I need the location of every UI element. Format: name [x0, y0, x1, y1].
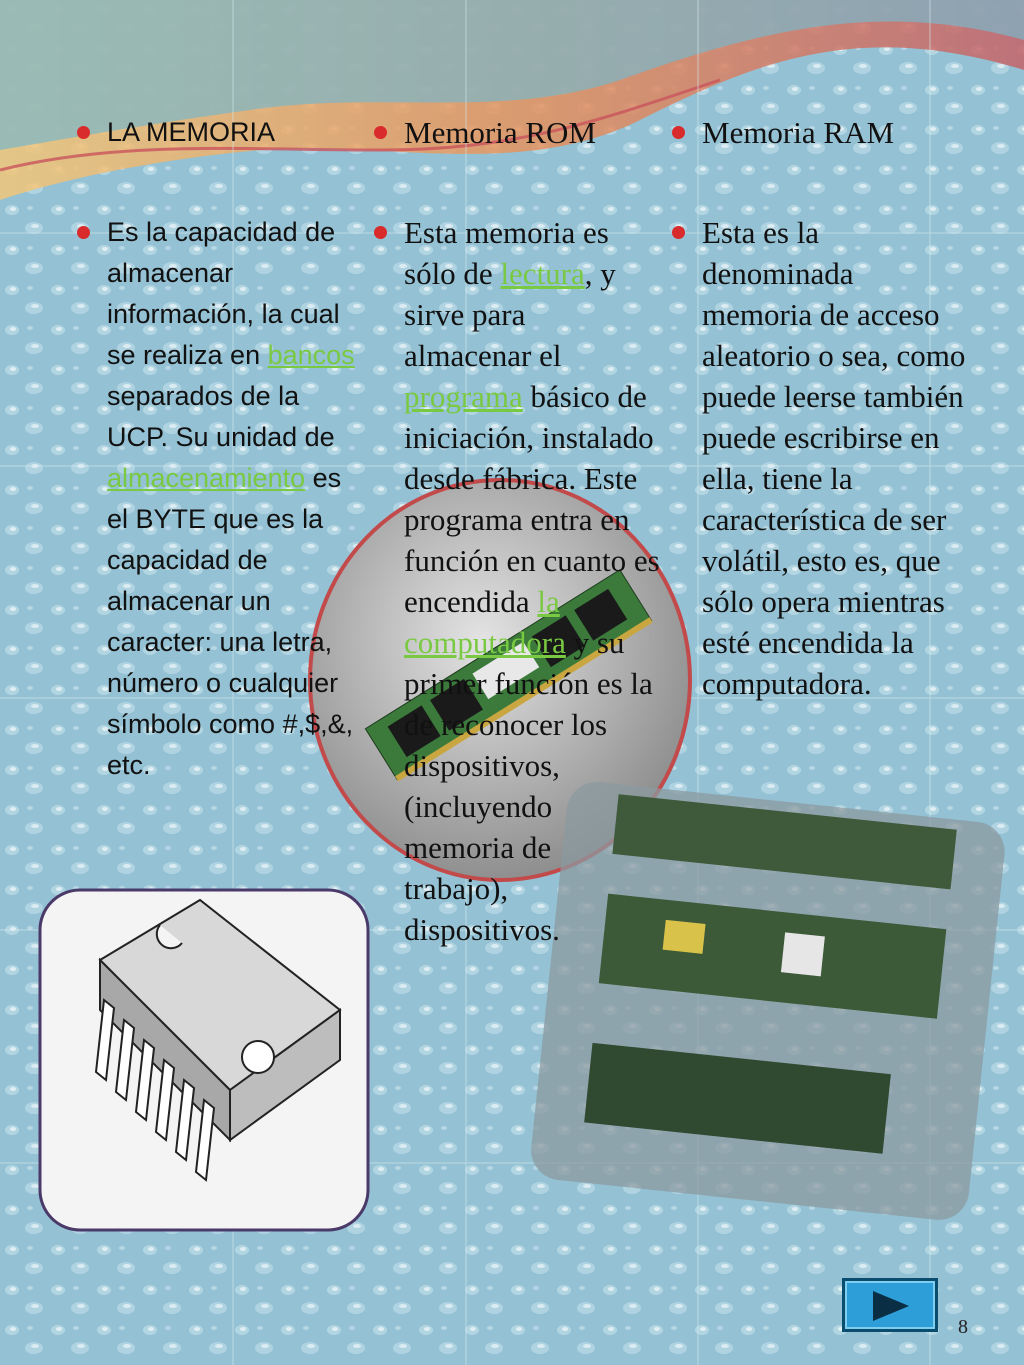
body-text: Es la capacidad de almacenar información, la cual se realiza en — [107, 217, 340, 370]
bullet-icon — [77, 126, 90, 139]
link-almacenamiento[interactable]: almacenamiento — [107, 463, 306, 493]
column-memoria-rom — [370, 112, 660, 950]
link-lectura[interactable]: lectura — [500, 256, 585, 291]
column-body-item — [370, 212, 660, 950]
bullet-icon — [672, 226, 685, 239]
column-heading-item — [668, 112, 968, 212]
column-memoria-ram — [668, 112, 968, 704]
page-number: 8 — [958, 1316, 968, 1338]
link-bancos[interactable]: bancos — [267, 340, 355, 370]
column-body-item — [668, 212, 968, 704]
link-la-computadora[interactable]: la computadora — [404, 584, 566, 660]
body-text: y su primer función es la de reconocer los dispositivos, (incluyendo memoria de trabajo), dispositivos. — [404, 625, 653, 947]
next-slide-button[interactable] — [842, 1278, 938, 1332]
column-heading: Memoria ROM — [404, 115, 597, 150]
column-heading: LA MEMORIA — [107, 117, 276, 147]
column-heading: Memoria RAM — [702, 115, 895, 150]
body-text: separados de la UCP. Su unidad de — [107, 381, 335, 452]
bullet-icon — [374, 126, 387, 139]
play-triangle-icon — [873, 1291, 909, 1321]
body-text: Esta memoria es sólo de — [404, 215, 609, 291]
column-heading-item — [73, 112, 363, 212]
column-la-memoria — [73, 112, 363, 786]
body-text: es el BYTE que es la capacidad de almacenar un caracter: una letra, número o cualquier símbolo como #,$,&, etc. — [107, 463, 354, 780]
link-programa[interactable]: programa — [404, 379, 523, 414]
bullet-icon — [672, 126, 685, 139]
body-text: Esta es la denominada memoria de acceso aleatorio o sea, como puede leerse también puede escribirse en ella, tiene la característica de ser volátil, esto es, que sólo opera mientras esté encendida la computadora. — [702, 215, 966, 701]
bullet-icon — [77, 226, 90, 239]
column-heading-item — [370, 112, 660, 212]
bullet-icon — [374, 226, 387, 239]
column-body-item — [73, 212, 363, 786]
body-text: básico de iniciación, instalado desde fábrica. Este programa entra en función en cuanto es encendida — [404, 379, 660, 619]
body-text: , y sirve para almacenar el — [404, 256, 616, 373]
